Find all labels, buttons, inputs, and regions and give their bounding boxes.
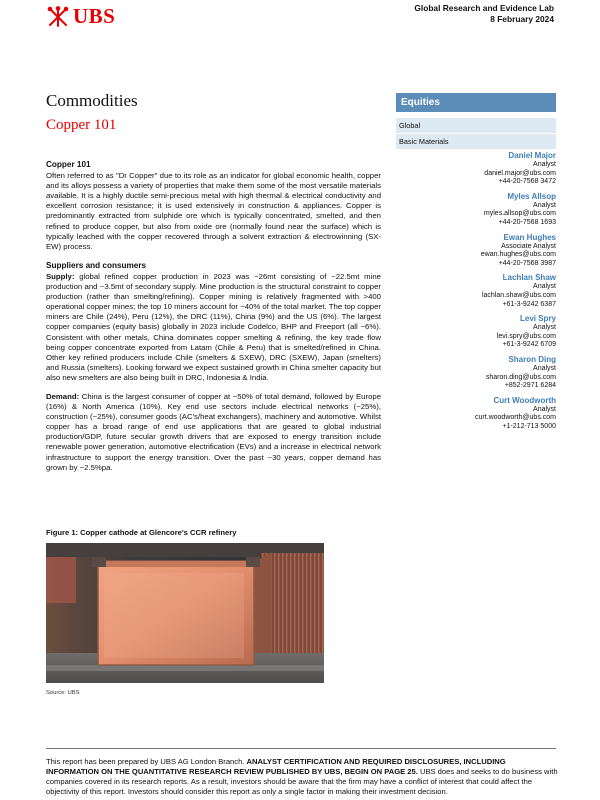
analyst-role: Associate Analyst	[501, 242, 556, 250]
header-info	[414, 3, 554, 25]
supply-paragraph	[46, 272, 381, 383]
disclaimer-tail: UBS does and seeks to do business with companies covered in its research reports. As a result, investors should be aware that the firm may have a conflict of interest that could affect the objectivity of this report. Investors should consider this report as only a single factor in making their investment decision.	[46, 767, 558, 796]
supply-text: global refined copper production in 2023 was ~26mt consisting of ~22.5mt mine production and ~3.5mt of secondary supply. Mine production is the structural constraint to copper production (rather than smelting/refining). Copper mining is relatively fragmented with >400 operational copper mines; the top 10 miners account for ~40% of the total market. The top copper miners are Chile (24%), Peru (12%), the DRC (11%), China (9%) and the US (6%). The largest copper companies (equity basis) globally in 2023 include Codelco, BHP and Freeport (all ~6%). Consistent with other metals, China dominates copper smelting & refining, the key trade flow being copper concentrate exported from Latam (Chile & Peru) that is smelted/refined in China. Other key refined producers include Chile (smelters & SXEW), DRC (SXEW), Japan (smelters) and Russia (smelters). Looking forward we expect sustained growth in China smelter capacity but also new smelters are also being built in DRC, Indonesia & India.	[46, 271, 381, 382]
analyst-phone: +852-2971 6284	[504, 382, 556, 390]
analyst-name[interactable]: Daniel Major	[508, 151, 556, 160]
analyst-name[interactable]: Ewan Hughes	[503, 232, 556, 242]
analyst-phone: +44-20-7568 3472	[498, 178, 556, 186]
analyst-name[interactable]: Sharon Ding	[508, 354, 556, 364]
footer-divider	[46, 748, 556, 749]
analyst-name[interactable]: Curt Woodworth	[493, 395, 556, 405]
analyst-name[interactable]: Lachlan Shaw	[502, 273, 556, 283]
section-heading-copper-101: Copper 101	[46, 160, 91, 169]
report-title: Copper 101	[46, 117, 117, 133]
sector-tag: Basic Materials	[396, 134, 556, 149]
analyst-name[interactable]: Myles Allsop	[507, 191, 556, 201]
sector-heading: Commodities	[46, 91, 138, 110]
copper-cathode-photo	[46, 543, 324, 683]
demand-label: Demand:	[46, 391, 80, 401]
intro-paragraph: Often referred to as "Dr Copper" due to its role as an indicator for global economic health, copper and its alloys possess a variety of properties that make them some of the most versatile materials available. It is a highly ductile semi-precious metal with high thermal & electrical conductivity and excellent corrosion resistance; it is used extensively in construction & appliances. Copper is predominantly extracted from sulphide ore which is typically concentrated, smelted, and then refined to produce copper, but also from oxide ore (normally found near the surface) which is typically leached with the copper recovered through a solvent extraction & electrowinning (SX-EW) process.	[46, 171, 381, 251]
report-date: 8 February 2024	[490, 14, 554, 24]
ubs-logo	[46, 4, 115, 29]
analyst-phone: +44-20-7568 3987	[498, 259, 556, 267]
section-heading-suppliers: Suppliers and consumers	[46, 260, 147, 270]
analyst-list	[386, 151, 556, 436]
analyst-role: Analyst	[533, 283, 556, 291]
analyst-role: Analyst	[533, 405, 556, 413]
disclaimer	[46, 757, 558, 797]
analyst-email[interactable]: myles.allsop@ubs.com	[483, 210, 556, 218]
analyst-email[interactable]: lachlan.shaw@ubs.com	[481, 291, 556, 299]
analyst-card	[386, 396, 556, 432]
figure-source: Source: UBS	[46, 690, 80, 696]
analyst-role: Analyst	[533, 324, 556, 332]
supply-label: Supply:	[46, 271, 75, 281]
ubs-keys-icon	[46, 6, 70, 28]
analyst-phone: +44-20-7568 1693	[498, 218, 556, 226]
region-tag: Global	[396, 118, 556, 133]
analyst-card	[386, 192, 556, 228]
analyst-card	[386, 233, 556, 269]
photo-illustration	[46, 543, 324, 683]
analyst-email[interactable]: sharon.ding@ubs.com	[485, 373, 556, 381]
analyst-phone: +61-3-9242 6709	[502, 341, 556, 349]
brand-name: UBS	[73, 4, 116, 28]
analyst-role: Analyst	[533, 201, 556, 209]
analyst-email[interactable]: daniel.major@ubs.com	[484, 169, 556, 177]
analyst-name[interactable]: Levi Spry	[519, 314, 556, 324]
disclaimer-bold: ANALYST CERTIFICATION AND REQUIRED DISCLOSURES, INCLUDING INFORMATION ON THE QUANTITATIVE RESEARCH REVIEW PUBLISHED BY UBS, BEGIN ON PAGE 25.	[46, 757, 506, 776]
main-body	[46, 160, 381, 482]
analyst-phone: +1-212-713 5000	[502, 422, 556, 430]
analyst-card	[386, 355, 556, 391]
disclaimer-lead: This report has been prepared by UBS AG London Branch.	[46, 757, 247, 766]
figure-title: Figure 1: Copper cathode at Glencore's CCR refinery	[46, 528, 237, 537]
analyst-card	[386, 314, 556, 350]
analyst-email[interactable]: ewan.hughes@ubs.com	[480, 251, 556, 259]
analyst-card	[386, 151, 556, 187]
analyst-role: Analyst	[533, 161, 556, 168]
demand-paragraph	[46, 392, 381, 473]
analyst-email[interactable]: curt.woodworth@ubs.com	[474, 414, 556, 422]
analyst-card	[386, 273, 556, 309]
division-label: Global Research and Evidence Lab	[414, 3, 554, 13]
analyst-phone: +61-3-9242 6387	[502, 300, 556, 308]
analyst-role: Analyst	[533, 364, 556, 372]
category-bar: Equities	[396, 93, 556, 112]
demand-text: China is the largest consumer of copper at ~50% of total demand, followed by Europe (16%) & North America (10%). Key end use sectors include electrical networks (~25%), construction (~25%), consumer goods (AC's/heat exchangers), machinery and automotive. Whilst copper has a broad range of end use applications that are geared to global industrial production/GDP, future secular growth drivers that are exposed to energy transition include renewable power generation, automotive electrification (EVs) and a increase in electrical network infrastructure to support the energy transition. Over the past ~30 years, copper demand has grown by ~2.5%pa.	[46, 391, 381, 472]
analyst-email[interactable]: levi.spry@ubs.com	[496, 332, 556, 340]
